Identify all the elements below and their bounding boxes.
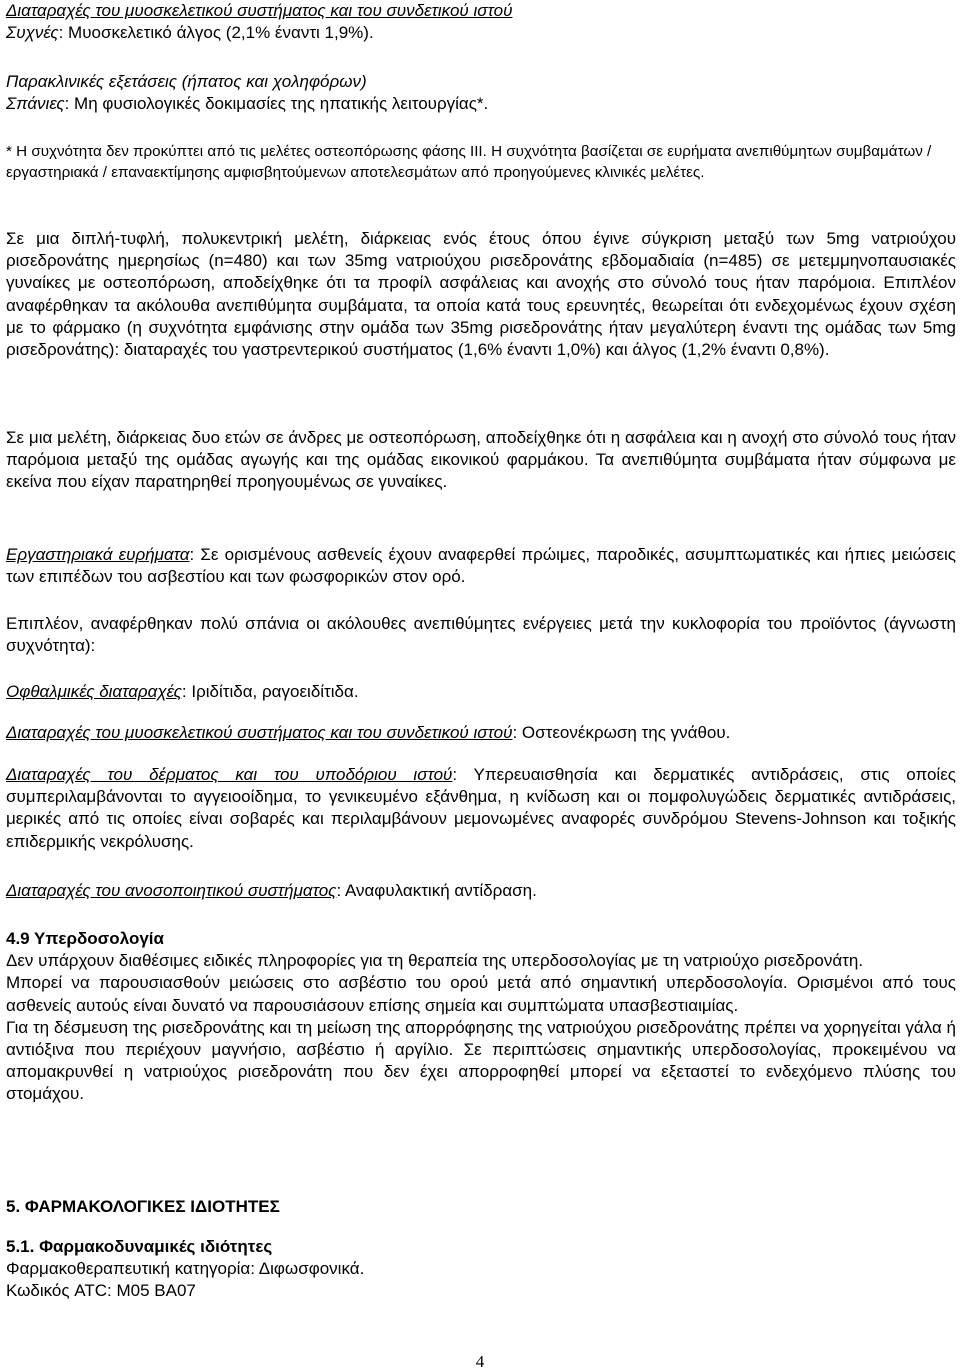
overdose-section xyxy=(6,928,956,1106)
musculo-disorders-2-label: Διαταραχές του μυοσκελετικού συστήματος και του συνδετικού ιστού xyxy=(6,723,513,742)
skin-disorders-label: Διαταραχές του δέρματος και του υποδόριου ιστού xyxy=(6,765,453,784)
hepato-block xyxy=(6,71,956,115)
section-5-heading: 5. ΦΑΡΜΑΚΟΛΟΓΙΚΕΣ ΙΔΙΟΤΗΤΕΣ xyxy=(6,1197,280,1216)
musculo-heading: Διαταραχές του μυοσκελετικού συστήματος και του συνδετικού ιστού xyxy=(6,1,513,20)
overdose-heading: 4.9 Υπερδοσολογία xyxy=(6,929,164,948)
musculo-common-text: : Μυοσκελετικό άλγος (2,1% έναντι 1,9%). xyxy=(58,23,374,43)
hepato-rare-text: : Μη φυσιολογικές δοκιμασίες της ηπατικής λειτουργίας*. xyxy=(64,94,489,114)
musculo-disorders-2 xyxy=(6,722,956,744)
skin-disorders xyxy=(6,764,956,853)
eye-disorders-text: : Ιριδίτιδα, ραγοειδίτιδα. xyxy=(181,682,359,701)
atc-code: Κωδικός ATC: M05 BA07 xyxy=(6,1281,196,1301)
overdose-paragraph-3: Για τη δέσμευση της ρισεδρονάτης και τη μείωση της απορρόφησης της νατριούχου ρισεδρονάτης πρέπει να χορηγείται γάλα ή αντιόξινα που περιέχουν μαγνήσιο, ασβέστιο ή αργίλιο. Σε περιπτώσεις σημαντικής υπερδοσολογίας, προκειμένου να απομακρυνθεί η νατριούχος ρισεδρονάτη που δεν έχει απορροφηθεί μπορεί να εξεταστεί το ενδεχόμενο πλύσης του στομάχου. xyxy=(6,1017,956,1104)
skin-disorders-text: : Υπερευαισθησία και δερματικές αντιδράσεις, στις οποίες συμπεριλαμβάνονται το αγγειοοίδημα, το γενικευμένο εξάνθημα, η κνίδωση και οι πομφολυγώδεις δερματικές αντιδράσεις, μερικές από τις οποίες είναι σοβαρές και περιλαμβάνουν μεμονωμένες αναφορές συνδρόμου Stevens-Johnson και τοξικής επιδερμικής νεκρόλυσης. xyxy=(6,765,956,851)
section-5-1 xyxy=(6,1236,956,1303)
lab-findings-label: Εργαστηριακά ευρήματα xyxy=(6,545,190,564)
immune-disorders xyxy=(6,880,956,902)
footnote: * Η συχνότητα δεν προκύπτει από τις μελέτες οστεοπόρωσης φάσης III. Η συχνότητα βασίζεται σε ευρήματα ανεπιθύμητων συμβαμάτων / εργαστηριακά / επαναεκτίμησης αμφισβητούμενων αποτελεσμάτων από προηγούμενες κλινικές μελέτες. xyxy=(6,143,932,181)
pharmacotherapeutic-category: Φαρμακοθεραπευτική κατηγορία: Διφωσφονικά. xyxy=(6,1259,365,1279)
hepato-rare-label: Σπάνιες xyxy=(6,94,65,114)
lab-findings xyxy=(6,544,956,588)
overdose-paragraph-1: Δεν υπάρχουν διαθέσιμες ειδικές πληροφορίες για τη θεραπεία της υπερδοσολογίας με τη νατριούχο ρισεδρονάτη. xyxy=(6,951,864,971)
eye-disorders xyxy=(6,681,956,703)
page-number: 4 xyxy=(475,1352,485,1371)
study-paragraph-2: Σε μια μελέτη, διάρκειας δυο ετών σε άνδρες με οστεοπόρωση, αποδείχθηκε ότι η ασφάλεια και η ανοχή στο σύνολό τους ήταν παρόμοια μεταξύ της ομάδας αγωγής και της ομάδας εικονικού φαρμάκου. Τα ανεπιθύμητα συμβάματα ήταν σύμφωνα με εκείνα που είχαν παρατηρηθεί προηγουμένως σε γυναίκες. xyxy=(6,428,956,492)
study-paragraph-1: Σε μια διπλή-τυφλή, πολυκεντρική μελέτη, διάρκειας ενός έτους όπου έγινε σύγκριση μεταξύ των 5mg νατριούχου ρισεδρονάτης ημερησίως (n=480) και των 35mg νατριούχου ρισεδρονάτης εβδομαδιαία (n=485) σε μετεμμηνοπαυσιακές γυναίκες με οστεοπόρωση, αποδείχθηκε ότι τα προφίλ ασφάλειας και ανοχής στο σύνολό τους ήταν παρόμοια. Επιπλέον αναφέρθηκαν τα ακόλουθα ανεπιθύμητα συμβάματα, τα οποία κατά τους ερευνητές, θεωρείται ότι ενδεχομένως έχουν σχέση με το φάρμακο (η συχνότητα εμφάνισης στην ομάδα των 35mg ρισεδρονάτης ήταν μεγαλύτερη έναντι της ομάδας των 5mg ρισεδρονάτης): διαταραχές του γαστρεντερικού συστήματος (1,6% έναντι 1,0%) και άλγος (1,2% έναντι 0,8%). xyxy=(6,229,956,360)
musculo-disorders-2-text: : Οστεονέκρωση της γνάθου. xyxy=(512,723,731,742)
postmarketing-intro: Επιπλέον, αναφέρθηκαν πολύ σπάνια οι ακόλουθες ανεπιθύμητες ενέργειες μετά την κυκλοφορία του προϊόντος (άγνωστη συχνότητα): xyxy=(6,614,956,656)
musculo-block xyxy=(6,0,956,44)
section-5-1-heading: 5.1. Φαρμακοδυναμικές ιδιότητες xyxy=(6,1237,273,1256)
eye-disorders-label: Οφθαλμικές διαταραχές xyxy=(6,682,182,701)
overdose-paragraph-2: Μπορεί να παρουσιασθούν μειώσεις στο ασβέστιο του ορού μετά από σημαντική υπερδοσολογία. Ορισμένοι από τους ασθενείς αυτούς είναι δυνατό να παρουσιάσουν επίσης σημεία και συμπτώματα υπασβεστιαιμίας. xyxy=(6,973,956,1015)
hepato-heading: Παρακλινικές εξετάσεις (ήπατος και χοληφόρων) xyxy=(6,72,367,91)
lab-findings-text: : Σε ορισμένους ασθενείς έχουν αναφερθεί πρώιμες, παροδικές, ασυμπτωματικές και ήπιες μειώσεις των επιπέδων του ασβεστίου και των φωσφορικών στον ορό. xyxy=(6,545,956,587)
musculo-common-label: Συχνές xyxy=(6,23,59,43)
immune-disorders-label: Διαταραχές του ανοσοποιητικού συστήματος xyxy=(6,881,337,900)
immune-disorders-text: : Αναφυλακτική αντίδραση. xyxy=(336,881,537,900)
